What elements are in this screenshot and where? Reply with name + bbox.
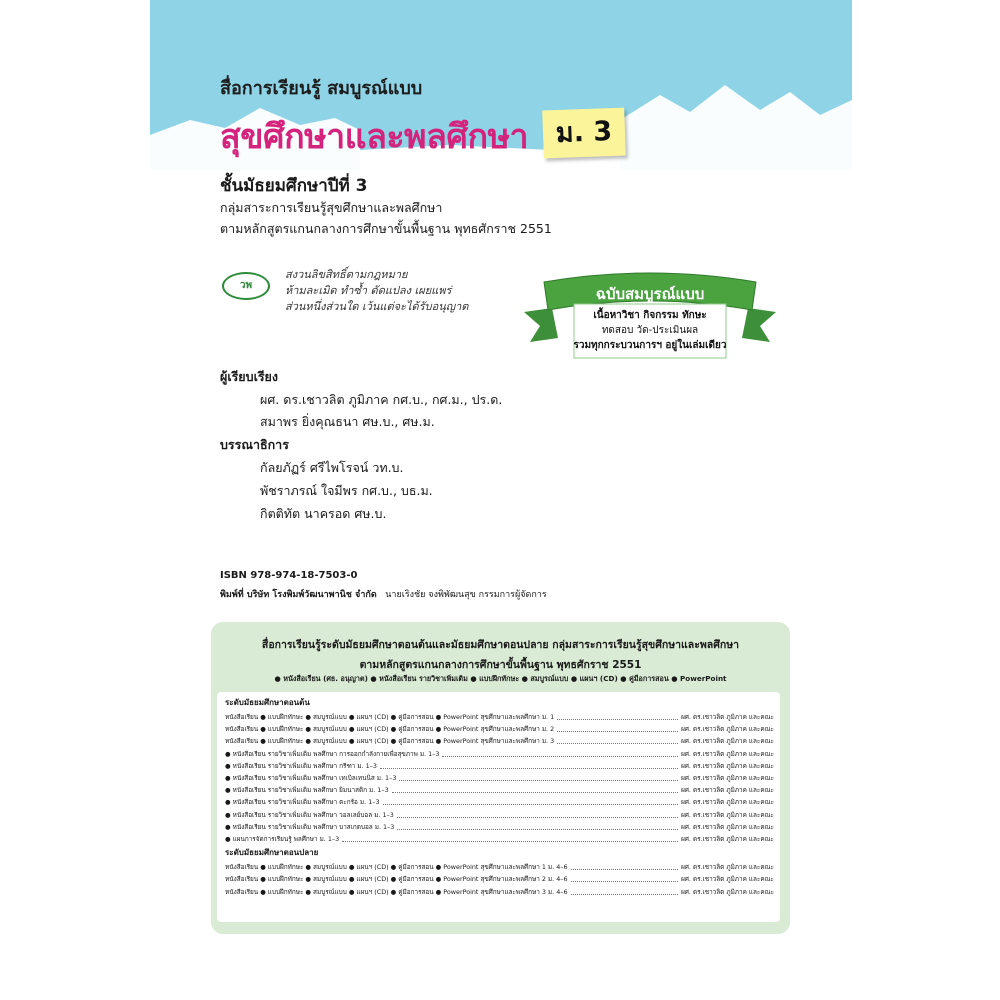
dot-leader xyxy=(392,792,678,793)
catalog-row xyxy=(225,860,774,872)
dot-leader xyxy=(557,731,678,732)
catalog-book-title: ● หนังสือเรียน รายวิชาเพิ่มเติม พลศึกษา เทเบิลเทนนิส ม. 1–3 xyxy=(225,774,397,782)
catalog-book-title: ● หนังสือเรียน รายวิชาเพิ่มเติม พลศึกษา การออกกำลังกายเพื่อสุขภาพ ม. 1–3 xyxy=(225,749,440,758)
catalog-book-author: ผศ. ดร.เชาวลิต ภูมิภาค และคณะ xyxy=(681,761,774,770)
catalog-row xyxy=(225,820,774,832)
catalog-book-title: ● หนังสือเรียน รายวิชาเพิ่มเติม พลศึกษา กรีฑา ม. 1–3 xyxy=(225,761,377,770)
catalog-book-author: ผศ. ดร.เชาวลิต ภูมิภาค และคณะ xyxy=(681,749,774,758)
dot-leader xyxy=(383,804,679,805)
catalog-row xyxy=(225,747,774,759)
catalog-row xyxy=(225,771,774,783)
printer-manager: นายเริงชัย จงพิพัฒนสุข กรรมการผู้จัดการ xyxy=(385,590,547,600)
catalog-row xyxy=(225,710,774,722)
series-label: สื่อการเรียนรู้ สมบูรณ์แบบ xyxy=(220,78,423,99)
subject-group: กลุ่มสาระการเรียนรู้สุขศึกษาและพลศึกษา xyxy=(220,200,443,215)
ribbon-feature-line: รวมทุกกระบวนการฯ อยู่ในเล่มเดียว xyxy=(573,340,727,351)
copyright-line: ห้ามละเมิด ทำซ้ำ ดัดแปลง เผยแพร่ xyxy=(285,284,452,297)
catalog-book-author: ผศ. ดร.เชาวลิต ภูมิภาค และคณะ xyxy=(681,875,774,884)
editor-name: กัลยภัฏร์ ศรีไพโรจน์ วท.บ. xyxy=(260,460,404,475)
catalog-level-heading: ระดับมัธยมศึกษาตอนต้น xyxy=(225,698,310,707)
curriculum: ตามหลักสูตรแกนกลางการศึกษาขั้นพื้นฐาน พุทธศักราช 2551 xyxy=(220,221,552,236)
dot-leader xyxy=(397,817,678,818)
catalog-book-author: ผศ. ดร.เชาวลิต ภูมิภาค และคณะ xyxy=(681,786,774,795)
catalog-row xyxy=(225,872,774,884)
catalog-book-author: ผศ. ดร.เชาวลิต ภูมิภาค และคณะ xyxy=(681,863,774,872)
author-name: ผศ. ดร.เชาวลิต ภูมิภาค กศ.บ., กศ.ม., ปร.ด. xyxy=(260,392,503,407)
catalog-book-author: ผศ. ดร.เชาวลิต ภูมิภาค และคณะ xyxy=(681,737,774,746)
book-title: สุขศึกษาและพลศึกษา xyxy=(220,117,529,157)
editor-name: พัชราภรณ์ ใจมีพร กศ.บ., บธ.ม. xyxy=(260,483,433,498)
catalog-book-author: ผศ. ดร.เชาวลิต ภูมิภาค และคณะ xyxy=(681,822,774,831)
catalog-list xyxy=(217,692,780,922)
catalog-book-title: หนังสือเรียน ● แบบฝึกทักษะ ● สมบูรณ์แบบ ● แผนฯ (CD) ● คู่มือการสอน ● PowerPoint สุขศึกษาและพลศึกษา 3 ม. 4–6 xyxy=(225,887,568,896)
catalog-book-title: ● หนังสือเรียน รายวิชาเพิ่มเติม พลศึกษา บาสเกตบอล ม. 1–3 xyxy=(225,822,395,831)
catalog-book-title: หนังสือเรียน ● แบบฝึกทักษะ ● สมบูรณ์แบบ ● แผนฯ (CD) ● คู่มือการสอน ● PowerPoint สุขศึกษาและพลศึกษา ม. 1 xyxy=(225,713,555,721)
dot-leader xyxy=(397,829,678,830)
authors-heading: ผู้เรียบเรียง xyxy=(220,369,278,384)
catalog-row xyxy=(225,808,774,820)
catalog-book-author: ผศ. ดร.เชาวลิต ภูมิภาค และคณะ xyxy=(681,810,774,819)
catalog-row xyxy=(225,722,774,734)
catalog-book-title: ● หนังสือเรียน รายวิชาเพิ่มเติม พลศึกษา ตะกร้อ ม. 1–3 xyxy=(225,798,380,807)
dot-leader xyxy=(399,780,678,781)
catalog-book-author: ผศ. ดร.เชาวลิต ภูมิภาค และคณะ xyxy=(681,713,774,721)
book-page xyxy=(150,0,852,1000)
catalog-heading: สื่อการเรียนรู้ระดับมัธยมศึกษาตอนต้นและมัธยมศึกษาตอนปลาย กลุ่มสาระการเรียนรู้สุขศึกษาและพลศึกษา xyxy=(261,639,740,651)
catalog-book-author: ผศ. ดร.เชาวลิต ภูมิภาค และคณะ xyxy=(681,835,774,843)
grade-badge: ม. 3 xyxy=(542,108,626,159)
catalog-row xyxy=(225,885,774,897)
dot-leader xyxy=(557,743,678,744)
dot-leader xyxy=(442,756,678,757)
printer-info xyxy=(220,587,547,601)
publisher-logo: วพ xyxy=(222,272,270,300)
dot-leader xyxy=(571,881,679,882)
dot-leader xyxy=(557,719,678,720)
catalog-book-title: ● หนังสือเรียน รายวิชาเพิ่มเติม พลศึกษา วอลเลย์บอล ม. 1–3 xyxy=(225,810,394,819)
copyright-line: ส่วนหนึ่งส่วนใด เว้นแต่จะได้รับอนุญาต xyxy=(285,300,469,313)
dot-leader xyxy=(571,869,679,870)
ribbon-feature-line: เนื้อหาวิชา กิจกรรม ทักษะ xyxy=(593,310,707,321)
catalog-book-title: หนังสือเรียน ● แบบฝึกทักษะ ● สมบูรณ์แบบ ● แผนฯ (CD) ● คู่มือการสอน ● PowerPoint สุขศึกษาและพลศึกษา 2 ม. 4–6 xyxy=(225,875,568,884)
complete-edition-ribbon xyxy=(522,268,778,372)
catalog-book-title: หนังสือเรียน ● แบบฝึกทักษะ ● สมบูรณ์แบบ ● แผนฯ (CD) ● คู่มือการสอน ● PowerPoint สุขศึกษาและพลศึกษา ม. 3 xyxy=(225,737,555,746)
catalog-box xyxy=(211,622,790,934)
grade-level: ชั้นมัธยมศึกษาปีที่ 3 xyxy=(220,176,368,196)
editors-heading: บรรณาธิการ xyxy=(220,437,289,452)
catalog-row xyxy=(225,734,774,746)
catalog-media-types: ● หนังสือเรียน (ศธ. อนุญาต) ● หนังสือเรียน รายวิชาเพิ่มเติม ● แบบฝึกทักษะ ● สมบูรณ์แบบ ● แผนฯ (CD) ● คู่มือการสอน ● PowerPoint xyxy=(274,674,727,683)
ribbon-feature-line: ทดสอบ วัด-ประเมินผล xyxy=(601,325,699,336)
isbn: ISBN 978-974-18-7503-0 xyxy=(220,570,358,581)
catalog-book-title: ● แผนการจัดการเรียนรู้ พลศึกษา ม. 1–3 xyxy=(225,835,340,843)
printer-name: พิมพ์ที่ บริษัท โรงพิมพ์วัฒนาพานิช จำกัด xyxy=(220,590,377,600)
catalog-row xyxy=(225,759,774,771)
dot-leader xyxy=(342,841,678,842)
catalog-book-author: ผศ. ดร.เชาวลิต ภูมิภาค และคณะ xyxy=(681,798,774,807)
editor-name: กิตติทัต นาครอด ศษ.บ. xyxy=(260,506,387,521)
dot-leader xyxy=(380,768,678,769)
catalog-book-title: ● หนังสือเรียน รายวิชาเพิ่มเติม พลศึกษา ยิมนาสติก ม. 1–3 xyxy=(225,786,389,795)
catalog-subheading: ตามหลักสูตรแกนกลางการศึกษาขั้นพื้นฐาน พุทธศักราช 2551 xyxy=(359,659,642,671)
catalog-row xyxy=(225,795,774,807)
catalog-level-heading: ระดับมัธยมศึกษาตอนปลาย xyxy=(225,848,319,858)
catalog-row xyxy=(225,783,774,795)
catalog-book-author: ผศ. ดร.เชาวลิต ภูมิภาค และคณะ xyxy=(681,774,774,782)
copyright-line: สงวนลิขสิทธิ์ตามกฎหมาย xyxy=(285,268,408,281)
catalog-book-author: ผศ. ดร.เชาวลิต ภูมิภาค และคณะ xyxy=(681,725,774,734)
catalog-book-author: ผศ. ดร.เชาวลิต ภูมิภาค และคณะ xyxy=(681,887,774,896)
catalog-book-title: หนังสือเรียน ● แบบฝึกทักษะ ● สมบูรณ์แบบ ● แผนฯ (CD) ● คู่มือการสอน ● PowerPoint สุขศึกษาและพลศึกษา 1 ม. 4–6 xyxy=(225,863,568,872)
catalog-row xyxy=(225,832,774,844)
dot-leader xyxy=(571,894,679,895)
catalog-book-title: หนังสือเรียน ● แบบฝึกทักษะ ● สมบูรณ์แบบ ● แผนฯ (CD) ● คู่มือการสอน ● PowerPoint สุขศึกษาและพลศึกษา ม. 2 xyxy=(225,725,555,734)
author-name: สมาพร ยิ่งคุณธนา ศษ.บ., ศษ.ม. xyxy=(260,414,435,429)
ribbon-title: ฉบับสมบูรณ์แบบ xyxy=(595,285,705,303)
